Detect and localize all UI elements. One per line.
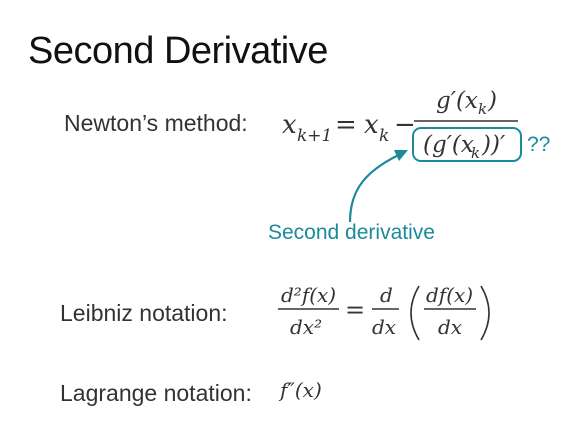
newton-equals: = (335, 110, 357, 140)
newton-rhs-sub: k (379, 126, 390, 146)
annotation-arrow (350, 152, 405, 222)
lagrange-formula (278, 378, 322, 402)
second-derivative-annotation: Second derivative (268, 221, 435, 244)
slide-title: Second Derivative (28, 30, 328, 72)
left-paren (411, 286, 419, 340)
newton-numerator: g′(x (436, 88, 478, 114)
leibniz-inner-numerator: df(x) (426, 283, 474, 307)
newton-numerator-close: ) (488, 88, 497, 114)
leibniz-lhs-denominator: dx² (290, 315, 323, 339)
newton-minus: − (394, 110, 416, 140)
newton-denominator-close: ))′ (482, 132, 506, 158)
leibniz-op-denominator: dx (372, 315, 397, 339)
newton-rhs-x: x (364, 110, 379, 140)
newton-label: Newton’s method: (64, 110, 248, 136)
newton-lhs-sub: k+1 (297, 126, 333, 146)
newton-denominator-sub: k (471, 144, 481, 162)
leibniz-inner-denominator: dx (438, 315, 463, 339)
leibniz-op-numerator: d (380, 283, 393, 307)
lagrange-expression: f″(x) (280, 378, 322, 402)
lagrange-label: Lagrange notation: (60, 380, 252, 406)
newton-formula (268, 88, 550, 244)
right-paren (481, 286, 489, 340)
newton-lhs: x (282, 110, 297, 140)
newton-numerator-sub: k (478, 100, 488, 118)
question-marks: ?? (527, 133, 551, 156)
leibniz-lhs-numerator: d²f(x) (281, 283, 337, 307)
leibniz-formula (278, 283, 489, 340)
leibniz-equals: = (345, 296, 366, 324)
leibniz-label: Leibniz notation: (60, 300, 228, 326)
newton-denominator: (g′(x (423, 132, 474, 158)
